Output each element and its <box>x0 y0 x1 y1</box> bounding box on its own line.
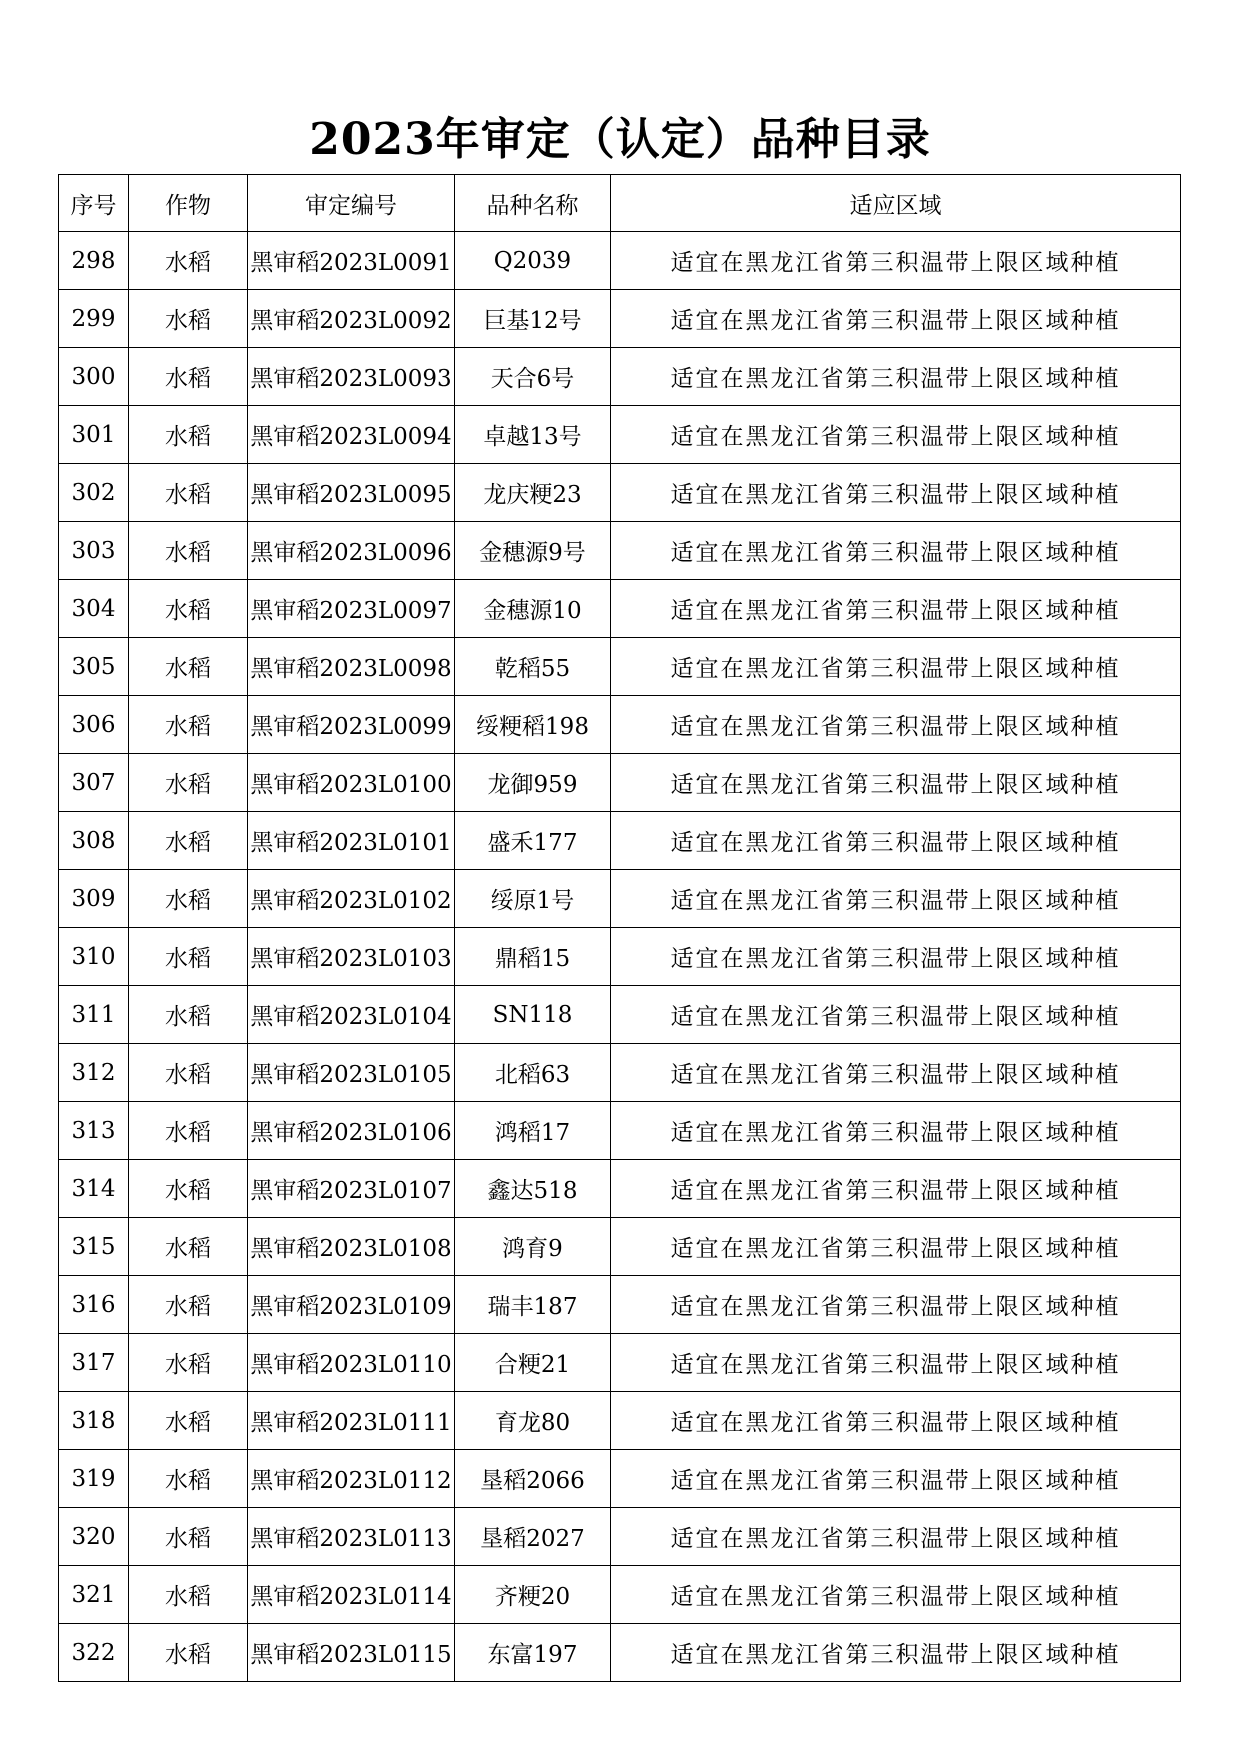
cell-region: 适宜在黑龙江省第三积温带上限区域种植 <box>611 812 1181 870</box>
cell-crop: 水稻 <box>129 1218 248 1276</box>
table-row <box>59 1334 1181 1392</box>
table-row <box>59 1044 1181 1102</box>
cell-crop: 水稻 <box>129 1450 248 1508</box>
page-title: 2023年审定（认定）品种目录 <box>309 114 931 165</box>
table-row <box>59 580 1181 638</box>
column-header-crop: 作物 <box>129 175 248 232</box>
cell-code: 黑审稻2023L0092 <box>248 290 455 348</box>
cell-seq: 316 <box>59 1276 129 1334</box>
column-header-code: 审定编号 <box>248 175 455 232</box>
cell-seq: 301 <box>59 406 129 464</box>
cell-seq: 321 <box>59 1566 129 1624</box>
cell-variety-name: 垦稻2027 <box>455 1508 611 1566</box>
cell-region: 适宜在黑龙江省第三积温带上限区域种植 <box>611 1508 1181 1566</box>
cell-code: 黑审稻2023L0105 <box>248 1044 455 1102</box>
cell-region: 适宜在黑龙江省第三积温带上限区域种植 <box>611 290 1181 348</box>
cell-crop: 水稻 <box>129 348 248 406</box>
cell-variety-name: 鸿稻17 <box>455 1102 611 1160</box>
cell-crop: 水稻 <box>129 1624 248 1682</box>
cell-variety-name: 金穗源9号 <box>455 522 611 580</box>
cell-crop: 水稻 <box>129 522 248 580</box>
cell-variety-name: 合粳21 <box>455 1334 611 1392</box>
cell-code: 黑审稻2023L0109 <box>248 1276 455 1334</box>
cell-seq: 319 <box>59 1450 129 1508</box>
cell-crop: 水稻 <box>129 1160 248 1218</box>
cell-seq: 317 <box>59 1334 129 1392</box>
table-row <box>59 522 1181 580</box>
cell-seq: 299 <box>59 290 129 348</box>
cell-region: 适宜在黑龙江省第三积温带上限区域种植 <box>611 638 1181 696</box>
cell-crop: 水稻 <box>129 870 248 928</box>
cell-crop: 水稻 <box>129 1102 248 1160</box>
cell-crop: 水稻 <box>129 696 248 754</box>
cell-variety-name: Q2039 <box>455 232 611 290</box>
cell-variety-name: 北稻63 <box>455 1044 611 1102</box>
table-row <box>59 812 1181 870</box>
cell-region: 适宜在黑龙江省第三积温带上限区域种植 <box>611 928 1181 986</box>
cell-region: 适宜在黑龙江省第三积温带上限区域种植 <box>611 406 1181 464</box>
cell-crop: 水稻 <box>129 1276 248 1334</box>
table-row <box>59 754 1181 812</box>
cell-region: 适宜在黑龙江省第三积温带上限区域种植 <box>611 1276 1181 1334</box>
cell-code: 黑审稻2023L0114 <box>248 1566 455 1624</box>
cell-seq: 306 <box>59 696 129 754</box>
cell-region: 适宜在黑龙江省第三积温带上限区域种植 <box>611 232 1181 290</box>
cell-code: 黑审稻2023L0111 <box>248 1392 455 1450</box>
cell-crop: 水稻 <box>129 1334 248 1392</box>
cell-seq: 314 <box>59 1160 129 1218</box>
cell-code: 黑审稻2023L0097 <box>248 580 455 638</box>
cell-region: 适宜在黑龙江省第三积温带上限区域种植 <box>611 580 1181 638</box>
cell-seq: 298 <box>59 232 129 290</box>
cell-variety-name: 绥原1号 <box>455 870 611 928</box>
cell-code: 黑审稻2023L0115 <box>248 1624 455 1682</box>
cell-crop: 水稻 <box>129 580 248 638</box>
cell-variety-name: 龙御959 <box>455 754 611 812</box>
table-row <box>59 1508 1181 1566</box>
cell-seq: 305 <box>59 638 129 696</box>
cell-seq: 310 <box>59 928 129 986</box>
cell-seq: 311 <box>59 986 129 1044</box>
cell-variety-name: 乾稻55 <box>455 638 611 696</box>
cell-region: 适宜在黑龙江省第三积温带上限区域种植 <box>611 1160 1181 1218</box>
cell-crop: 水稻 <box>129 928 248 986</box>
cell-seq: 318 <box>59 1392 129 1450</box>
cell-seq: 307 <box>59 754 129 812</box>
cell-code: 黑审稻2023L0110 <box>248 1334 455 1392</box>
cell-seq: 308 <box>59 812 129 870</box>
cell-region: 适宜在黑龙江省第三积温带上限区域种植 <box>611 1566 1181 1624</box>
cell-seq: 322 <box>59 1624 129 1682</box>
cell-code: 黑审稻2023L0098 <box>248 638 455 696</box>
table-row <box>59 1450 1181 1508</box>
cell-seq: 302 <box>59 464 129 522</box>
cell-variety-name: 鑫达518 <box>455 1160 611 1218</box>
table-row <box>59 1566 1181 1624</box>
cell-seq: 315 <box>59 1218 129 1276</box>
cell-code: 黑审稻2023L0106 <box>248 1102 455 1160</box>
table-row <box>59 1392 1181 1450</box>
cell-seq: 313 <box>59 1102 129 1160</box>
cell-variety-name: 绥粳稻198 <box>455 696 611 754</box>
cell-variety-name: 瑞丰187 <box>455 1276 611 1334</box>
cell-region: 适宜在黑龙江省第三积温带上限区域种植 <box>611 348 1181 406</box>
cell-seq: 304 <box>59 580 129 638</box>
cell-code: 黑审稻2023L0091 <box>248 232 455 290</box>
table-row <box>59 290 1181 348</box>
cell-crop: 水稻 <box>129 464 248 522</box>
cell-seq: 309 <box>59 870 129 928</box>
column-header-region: 适应区域 <box>611 175 1181 232</box>
cell-code: 黑审稻2023L0099 <box>248 696 455 754</box>
table-row <box>59 638 1181 696</box>
cell-variety-name: 卓越13号 <box>455 406 611 464</box>
cell-crop: 水稻 <box>129 290 248 348</box>
cell-code: 黑审稻2023L0100 <box>248 754 455 812</box>
cell-crop: 水稻 <box>129 754 248 812</box>
cell-variety-name: 巨基12号 <box>455 290 611 348</box>
cell-crop: 水稻 <box>129 232 248 290</box>
table-row <box>59 348 1181 406</box>
cell-seq: 312 <box>59 1044 129 1102</box>
cell-crop: 水稻 <box>129 1508 248 1566</box>
table-row <box>59 232 1181 290</box>
cell-seq: 300 <box>59 348 129 406</box>
cell-crop: 水稻 <box>129 1566 248 1624</box>
cell-crop: 水稻 <box>129 812 248 870</box>
cell-variety-name: 天合6号 <box>455 348 611 406</box>
table-row <box>59 1276 1181 1334</box>
table-body <box>59 232 1181 1682</box>
cell-variety-name: 盛禾177 <box>455 812 611 870</box>
variety-catalog-table <box>58 174 1181 1682</box>
cell-region: 适宜在黑龙江省第三积温带上限区域种植 <box>611 696 1181 754</box>
cell-code: 黑审稻2023L0103 <box>248 928 455 986</box>
cell-code: 黑审稻2023L0094 <box>248 406 455 464</box>
cell-crop: 水稻 <box>129 1044 248 1102</box>
cell-region: 适宜在黑龙江省第三积温带上限区域种植 <box>611 522 1181 580</box>
cell-seq: 303 <box>59 522 129 580</box>
cell-code: 黑审稻2023L0107 <box>248 1160 455 1218</box>
cell-code: 黑审稻2023L0112 <box>248 1450 455 1508</box>
cell-code: 黑审稻2023L0101 <box>248 812 455 870</box>
cell-variety-name: 育龙80 <box>455 1392 611 1450</box>
cell-crop: 水稻 <box>129 1392 248 1450</box>
table-row <box>59 1624 1181 1682</box>
cell-region: 适宜在黑龙江省第三积温带上限区域种植 <box>611 1334 1181 1392</box>
cell-region: 适宜在黑龙江省第三积温带上限区域种植 <box>611 1044 1181 1102</box>
cell-variety-name: SN118 <box>455 986 611 1044</box>
header-row <box>59 175 1181 232</box>
table-row <box>59 1102 1181 1160</box>
table-row <box>59 696 1181 754</box>
cell-code: 黑审稻2023L0104 <box>248 986 455 1044</box>
cell-code: 黑审稻2023L0102 <box>248 870 455 928</box>
cell-region: 适宜在黑龙江省第三积温带上限区域种植 <box>611 1624 1181 1682</box>
column-header-seq: 序号 <box>59 175 129 232</box>
cell-code: 黑审稻2023L0108 <box>248 1218 455 1276</box>
cell-code: 黑审稻2023L0095 <box>248 464 455 522</box>
table-row <box>59 464 1181 522</box>
cell-region: 适宜在黑龙江省第三积温带上限区域种植 <box>611 986 1181 1044</box>
cell-code: 黑审稻2023L0096 <box>248 522 455 580</box>
cell-region: 适宜在黑龙江省第三积温带上限区域种植 <box>611 754 1181 812</box>
cell-variety-name: 东富197 <box>455 1624 611 1682</box>
cell-crop: 水稻 <box>129 406 248 464</box>
cell-region: 适宜在黑龙江省第三积温带上限区域种植 <box>611 1218 1181 1276</box>
cell-variety-name: 龙庆粳23 <box>455 464 611 522</box>
cell-code: 黑审稻2023L0093 <box>248 348 455 406</box>
table-row <box>59 870 1181 928</box>
table-row <box>59 928 1181 986</box>
cell-variety-name: 齐粳20 <box>455 1566 611 1624</box>
table-row <box>59 1160 1181 1218</box>
cell-region: 适宜在黑龙江省第三积温带上限区域种植 <box>611 464 1181 522</box>
table-row <box>59 986 1181 1044</box>
cell-region: 适宜在黑龙江省第三积温带上限区域种植 <box>611 870 1181 928</box>
cell-region: 适宜在黑龙江省第三积温带上限区域种植 <box>611 1450 1181 1508</box>
cell-code: 黑审稻2023L0113 <box>248 1508 455 1566</box>
cell-seq: 320 <box>59 1508 129 1566</box>
cell-variety-name: 垦稻2066 <box>455 1450 611 1508</box>
column-header-name: 品种名称 <box>455 175 611 232</box>
cell-variety-name: 鼎稻15 <box>455 928 611 986</box>
table-header <box>59 175 1181 232</box>
cell-crop: 水稻 <box>129 638 248 696</box>
table-row <box>59 406 1181 464</box>
cell-variety-name: 鸿育9 <box>455 1218 611 1276</box>
cell-variety-name: 金穗源10 <box>455 580 611 638</box>
table-row <box>59 1218 1181 1276</box>
cell-crop: 水稻 <box>129 986 248 1044</box>
cell-region: 适宜在黑龙江省第三积温带上限区域种植 <box>611 1392 1181 1450</box>
cell-region: 适宜在黑龙江省第三积温带上限区域种植 <box>611 1102 1181 1160</box>
